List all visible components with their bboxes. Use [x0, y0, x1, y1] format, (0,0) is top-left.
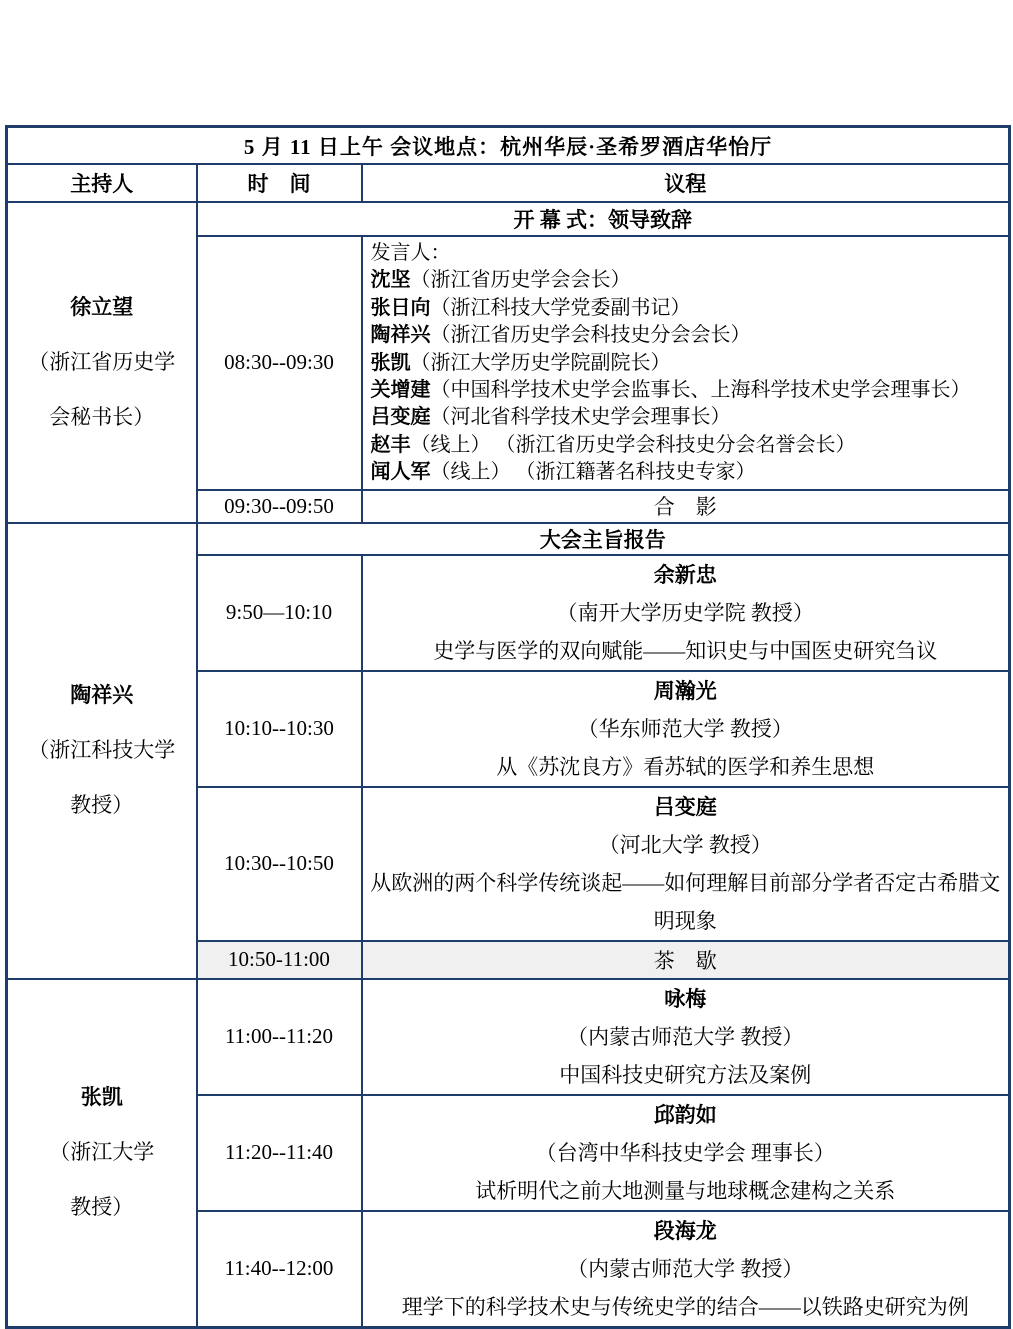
speaker-name: 关增建 — [370, 379, 431, 402]
talk-affiliation: （内蒙古师范大学 教授） — [567, 1256, 804, 1281]
speaker-line — [371, 404, 1007, 431]
col-header-time: 时 间 — [197, 164, 362, 202]
talk-title: 从欧洲的两个科学传统谈起——如何理解目前部分学者否定古希腊文明现象 — [370, 870, 1001, 933]
column-header-row — [7, 164, 1010, 202]
speaker-desc: （中国科学技术史学会监事长、上海科学技术史学会理事长） — [430, 379, 971, 402]
talk-speaker: 周瀚光 — [653, 678, 717, 703]
moderator-name: 陶祥兴 — [70, 683, 134, 708]
time-cell: 08:30--09:30 — [197, 236, 362, 490]
speaker-desc: （浙江大学历史学院副院长） — [410, 351, 671, 374]
moderator-affiliation-line: （浙江省历史学 — [28, 349, 176, 374]
speaker-line — [371, 267, 1007, 294]
speaker-line — [371, 377, 1007, 404]
speakers-list-cell — [362, 236, 1010, 490]
moderator-affiliation-line: 会秘书长） — [49, 404, 155, 429]
table-title-row — [7, 127, 1010, 165]
talk-affiliation: （华东师范大学 教授） — [577, 716, 793, 741]
talk-cell — [362, 787, 1010, 941]
col-header-moderator: 主持人 — [7, 164, 197, 202]
talk-affiliation: （南开大学历史学院 教授） — [556, 600, 814, 625]
time-cell: 09:30--09:50 — [197, 490, 362, 523]
speaker-name: 吕变庭 — [370, 406, 431, 429]
moderator-cell-keynote — [7, 523, 197, 979]
time-cell: 10:30--10:50 — [197, 787, 362, 941]
section-banner-keynote: 大会主旨报告 — [197, 523, 1010, 555]
speaker-name: 沈坚 — [370, 269, 411, 292]
moderator-affiliation-line: 教授） — [70, 1195, 134, 1220]
talk-cell — [362, 1095, 1010, 1211]
speaker-desc: （线上） （浙江省历史学会科技史分会名誉会长） — [410, 433, 856, 456]
group-photo-label: 合 影 — [362, 490, 1010, 523]
speaker-desc: （浙江省历史学会科技史分会会长） — [430, 324, 751, 347]
time-cell: 11:00--11:20 — [197, 979, 362, 1095]
speaker-name: 张凯 — [370, 351, 411, 374]
talk-speaker: 余新忠 — [653, 562, 717, 587]
speaker-name: 赵丰 — [370, 433, 411, 456]
conference-schedule-table — [5, 125, 1011, 1329]
time-cell: 10:50-11:00 — [197, 941, 362, 979]
time-cell: 9:50—10:10 — [197, 555, 362, 671]
speaker-name: 陶祥兴 — [370, 324, 431, 347]
talk-cell — [362, 1211, 1010, 1328]
talk-speaker: 咏梅 — [664, 986, 707, 1011]
speaker-name: 闻人军 — [370, 461, 431, 484]
moderator-name: 张凯 — [80, 1085, 123, 1110]
tea-break-label: 茶 歇 — [362, 941, 1010, 979]
keynote-banner-row — [7, 523, 1010, 555]
talk-title: 从《苏沈良方》看苏轼的医学和养生思想 — [496, 754, 875, 779]
session-title: 5 月 11 日上午 会议地点：杭州华辰·圣希罗酒店华怡厅 — [7, 127, 1010, 165]
talk-affiliation: （河北大学 教授） — [598, 832, 772, 857]
moderator-affiliation-line: （浙江科技大学 — [28, 738, 176, 763]
talk-speaker: 邱韵如 — [653, 1102, 717, 1127]
time-cell: 11:40--12:00 — [197, 1211, 362, 1328]
talk-row — [7, 979, 1010, 1095]
talk-title: 中国科技史研究方法及案例 — [559, 1062, 812, 1087]
speaker-desc: （浙江省历史学会会长） — [410, 269, 631, 292]
moderator-cell-opening — [7, 202, 197, 523]
talk-title: 理学下的科学技术史与传统史学的结合——以铁路史研究为例 — [401, 1294, 969, 1319]
talk-speaker: 段海龙 — [653, 1218, 717, 1243]
talk-speaker: 吕变庭 — [653, 794, 717, 819]
speaker-line — [371, 350, 1007, 377]
talk-affiliation: （内蒙古师范大学 教授） — [567, 1024, 804, 1049]
time-cell: 11:20--11:40 — [197, 1095, 362, 1211]
speaker-line — [371, 295, 1007, 322]
speaker-desc: （线上） （浙江籍著名科技史专家） — [430, 461, 756, 484]
speaker-desc: （浙江科技大学党委副书记） — [430, 296, 691, 319]
talk-title: 试析明代之前大地测量与地球概念建构之关系 — [475, 1178, 896, 1203]
talk-cell — [362, 979, 1010, 1095]
speaker-line — [371, 322, 1007, 349]
moderator-name: 徐立望 — [70, 294, 134, 319]
moderator-cell-session3 — [7, 979, 197, 1328]
section-banner-opening: 开 幕 式：领导致辞 — [197, 202, 1010, 236]
moderator-affiliation-line: 教授） — [70, 793, 134, 818]
speaker-name: 张日向 — [370, 296, 431, 319]
speaker-line — [371, 459, 1007, 486]
talk-cell — [362, 555, 1010, 671]
talk-title: 史学与医学的双向赋能——知识史与中国医史研究刍议 — [433, 638, 938, 663]
opening-banner-row — [7, 202, 1010, 236]
col-header-agenda: 议程 — [362, 164, 1010, 202]
speaker-line — [371, 432, 1007, 459]
speaker-desc: （河北省科学技术史学会理事长） — [430, 406, 731, 429]
time-cell: 10:10--10:30 — [197, 671, 362, 787]
moderator-affiliation-line: （浙江大学 — [49, 1140, 155, 1165]
talk-affiliation: （台湾中华科技史学会 理事长） — [535, 1140, 835, 1165]
speakers-label: 发言人： — [370, 242, 451, 264]
talk-cell — [362, 671, 1010, 787]
